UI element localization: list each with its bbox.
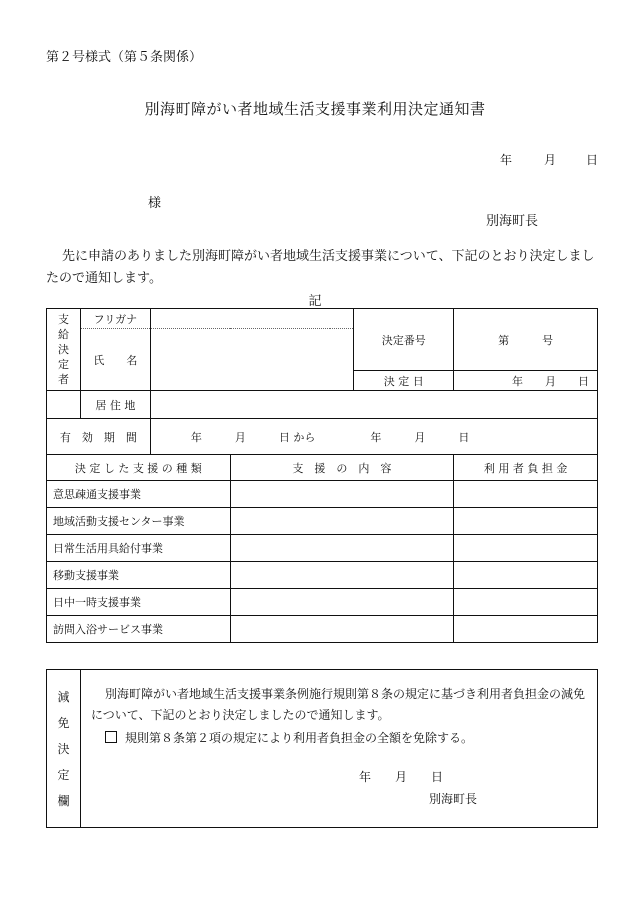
service-row-label: 日常生活用具給付事業: [47, 535, 231, 562]
service-row-label: 訪問入浴サービス事業: [47, 616, 231, 643]
reduction-issuer: 別海町長: [429, 792, 478, 806]
validity-field[interactable]: 年 月 日 から 年 月 日: [150, 419, 597, 455]
service-content-field[interactable]: [230, 562, 454, 589]
service-content-field[interactable]: [230, 616, 454, 643]
user-fee-field[interactable]: [454, 589, 598, 616]
furigana-field[interactable]: [150, 309, 354, 329]
recipient-section-label: [47, 309, 81, 391]
reduction-body: [81, 670, 598, 828]
reduction-text: 別海町障がい者地域生活支援事業条例施行規則第８条の規定に基づき利用者負担金の減免について、下記のとおり決定しましたので通知します。: [91, 687, 586, 722]
decision-date-field[interactable]: 年 月 日: [454, 371, 598, 391]
address-label: 居 住 地: [80, 391, 150, 419]
label-char: 決: [57, 741, 70, 756]
service-content-field[interactable]: [230, 481, 454, 508]
service-row-label: 移動支援事業: [47, 562, 231, 589]
issuer-name: 別海町長: [486, 214, 539, 229]
service-content-field[interactable]: [230, 535, 454, 562]
name-field[interactable]: [150, 329, 354, 391]
reduction-table: [46, 669, 598, 828]
user-fee-field[interactable]: [454, 535, 598, 562]
label-char: 者: [57, 373, 69, 386]
address-field[interactable]: [150, 391, 597, 419]
service-type-header: 決 定 し た 支 援 の 種 類: [47, 455, 231, 481]
user-fee-header: 利 用 者 負 担 金: [454, 455, 598, 481]
service-content-field[interactable]: [230, 508, 454, 535]
service-row-label: 意思疎通支援事業: [47, 481, 231, 508]
service-row-label: 地域活動支援センター事業: [47, 508, 231, 535]
decision-table: [46, 308, 598, 643]
name-label: 氏 名: [80, 329, 150, 391]
service-row-label: 日中一時支援事業: [47, 589, 231, 616]
document-title: 別海町障がい者地域生活支援事業利用決定通知書: [144, 100, 486, 118]
user-fee-field[interactable]: [454, 508, 598, 535]
decision-number-label: 決定番号: [354, 309, 454, 371]
reduction-section-label: [47, 670, 81, 828]
label-char: 支: [57, 313, 69, 326]
user-fee-field[interactable]: [454, 562, 598, 589]
furigana-label: フリガナ: [80, 309, 150, 329]
service-content-field[interactable]: [230, 589, 454, 616]
label-char: 決: [57, 343, 69, 356]
label-char: 定: [57, 358, 69, 371]
reduction-checkbox-row[interactable]: [105, 728, 587, 748]
label-char: 免: [57, 715, 70, 730]
decision-date-label: 決 定 日: [354, 371, 454, 391]
label-char: 減: [57, 689, 70, 704]
full-exemption-label: 規則第８条第２項の規定により利用者負担金の全額を免除する。: [125, 731, 474, 745]
form-number: 第２号様式（第５条関係）: [46, 50, 203, 65]
intro-paragraph: 先に申請のありました別海町障がい者地域生活支援事業について、下記のとおり決定しましたので通知します。: [46, 249, 595, 286]
user-fee-field[interactable]: [454, 616, 598, 643]
label-char: 定: [57, 767, 70, 782]
user-fee-field[interactable]: [454, 481, 598, 508]
decision-number-field[interactable]: 第 号: [454, 309, 598, 371]
date-month-label: 月: [544, 153, 557, 167]
ki-heading: 記: [308, 294, 322, 309]
label-char: 欄: [57, 793, 70, 808]
date-day-label: 日: [586, 153, 599, 167]
date-year-label: 年: [500, 153, 513, 167]
label-char: 給: [57, 328, 69, 341]
service-content-header: 支 援 の 内 容: [230, 455, 454, 481]
reduction-date: 年 月 日: [359, 770, 444, 784]
addressee-suffix: 様: [148, 196, 162, 211]
full-exemption-checkbox[interactable]: [105, 731, 117, 743]
validity-label: 有 効 期 間: [47, 419, 151, 455]
